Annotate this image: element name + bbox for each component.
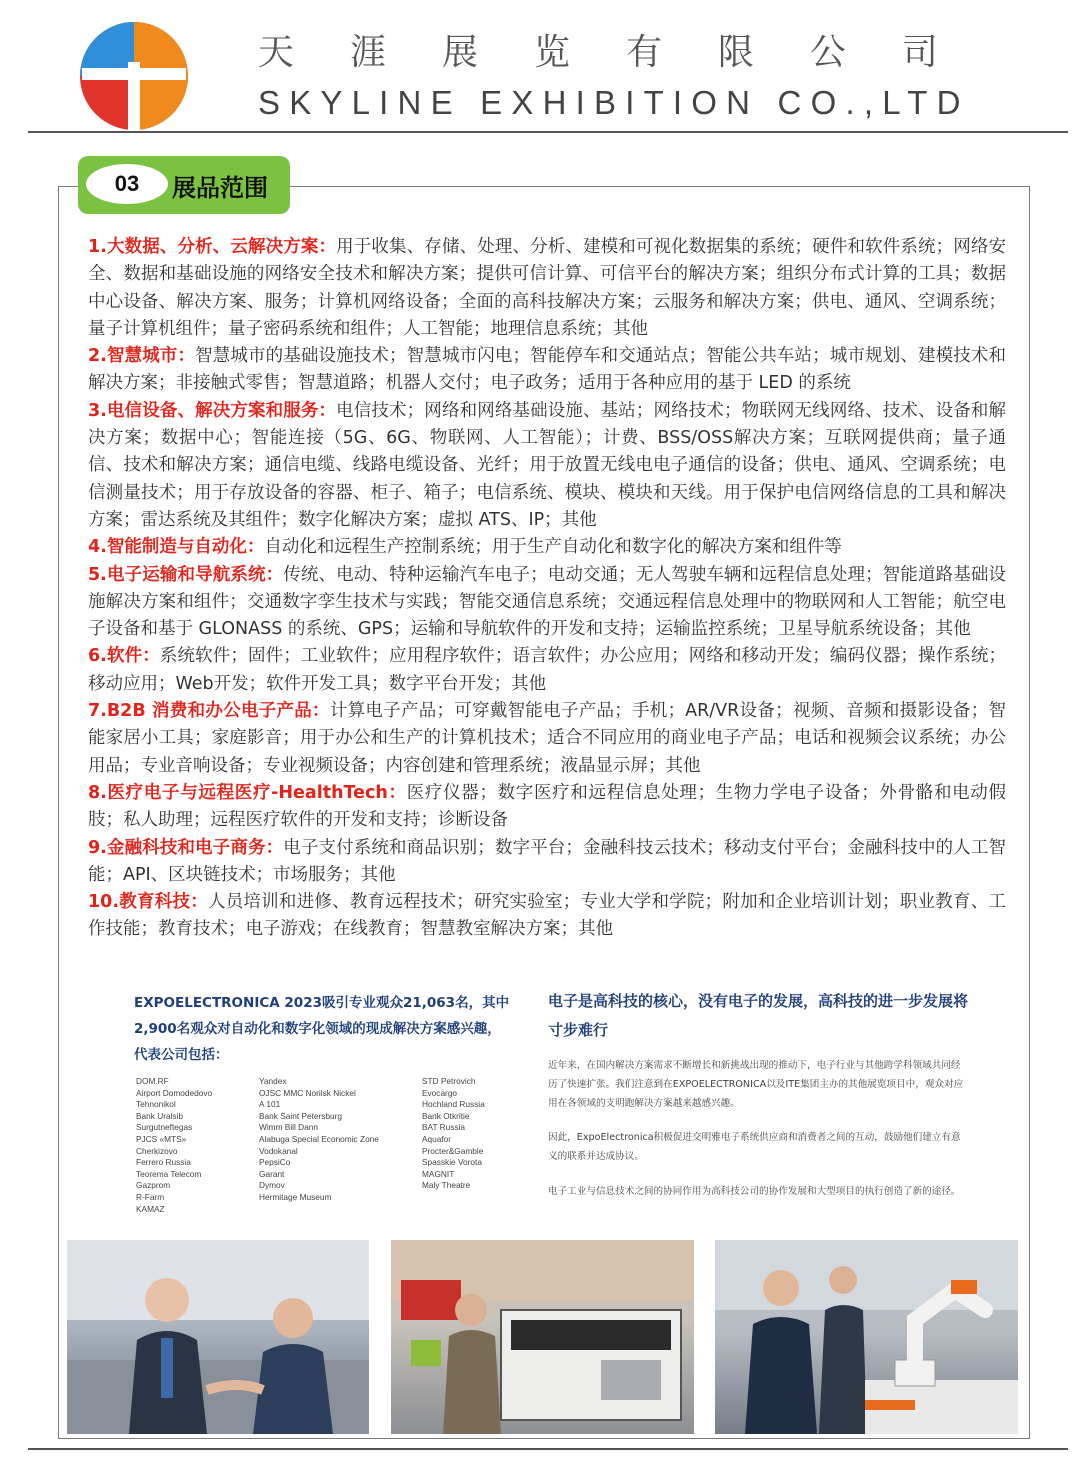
handshake-illustration <box>67 1240 369 1434</box>
company-name-en: SKYLINE EXHIBITION CO.,LTD <box>258 84 970 121</box>
company-name: R-Farm <box>136 1191 165 1202</box>
item-text: 人员培训和进修、教育远程技术；研究实验室；专业大学和学院；附加和企业培训计划；职业教育、工作技能；教育技术；电子游戏；在线教育；智慧教室解决方案；其他 <box>88 892 1006 940</box>
item-title: 4.智能制造与自动化： <box>88 537 265 558</box>
list-item <box>88 889 1006 944</box>
company-cn-char: 司 <box>901 32 938 73</box>
company-name: STD Petrovich <box>422 1076 476 1086</box>
company-name: Procter&Gamble <box>422 1145 484 1156</box>
list-item <box>88 643 1006 698</box>
company-name: A 101 <box>259 1099 281 1110</box>
company-name: Ferrero Russia <box>136 1157 191 1168</box>
photo-machine <box>391 1240 694 1434</box>
company-name-cn <box>258 24 938 75</box>
item-title: 5.电子运输和导航系统： <box>88 564 284 585</box>
electronics-paragraph: 电子工业与信息技术之间的协同作用为高科技公司的协作发展和大型项目的执行创造了新的途径。 <box>548 1186 961 1197</box>
company-name: MAGNIT <box>422 1168 455 1179</box>
company-name: Hermitage Museum <box>259 1191 332 1202</box>
robot-illustration <box>715 1240 1018 1434</box>
item-text: 医疗仪器；数字医疗和远程信息处理；生物力学电子设备；外骨骼和电动假肢；私人助理；远程医疗软件的开发和支持；诊断设备 <box>88 782 1006 831</box>
item-title: 2.智慧城市： <box>88 346 196 367</box>
list-item <box>88 534 1006 561</box>
item-title: 10.教育科技： <box>88 892 208 913</box>
item-title: 6.软件： <box>88 646 160 667</box>
item-title: 7.B2B 消费和办公电子产品： <box>88 701 330 722</box>
company-name: Teorema Telecom <box>136 1168 202 1179</box>
company-name: Vodokanal <box>259 1145 298 1156</box>
item-text: 传统、电动、特种运输汽车电子；电动交通；无人驾驶车辆和远程信息处理；智能道路基础设施解决方案和组件；交通数字孪生技术与实践；智能交通信息系统；交通远程信息处理中的物联网和人工智能；航空电子设备和基于 GLONASS 的系统、GPS；运输和导航软件的开发和支持；运输监控系统；卫星导航系统设备；其他 <box>88 564 1006 640</box>
company-name: PJCS «MTS» <box>136 1133 187 1144</box>
company-name: Gazprom <box>136 1180 171 1191</box>
photo-handshake <box>67 1240 369 1434</box>
company-name: Bank Saint Petersburg <box>259 1110 343 1121</box>
item-title: 8.医疗电子与远程医疗-HealthTech： <box>88 782 407 803</box>
machine-illustration <box>391 1240 694 1434</box>
company-cn-char: 展 <box>441 32 478 73</box>
item-text: 用于收集、存储、处理、分析、建模和可视化数据集的系统；硬件和软件系统；网络安全、数据和基础设施的网络安全技术和解决方案；提供可信计算、可信平台的解决方案；组织分布式计算的工具；数据中心设备、解决方案、服务；计算机网络设备；全面的高科技解决方案；云服务和解决方案；供电、通风、空调系统；量子计算机组件；量子密码系统和组件；人工智能；地理信息系统；其他 <box>88 237 1006 339</box>
company-name: Yandex <box>259 1076 287 1086</box>
list-item <box>88 234 1006 343</box>
company-name: PepsiCo <box>259 1157 291 1168</box>
company-name: Alabuga Special Economic Zone <box>259 1133 379 1144</box>
list-item <box>88 562 1006 644</box>
footer-divider <box>28 1448 1068 1450</box>
company-name: Airport Domodedovo <box>136 1087 213 1098</box>
company-cn-char: 涯 <box>349 32 386 73</box>
company-name: OJSC MMC Norilsk Nickel <box>259 1087 356 1098</box>
company-cn-char: 限 <box>717 32 754 73</box>
company-list-col3 <box>422 1076 485 1192</box>
company-name: Bank Otkritie <box>422 1110 470 1121</box>
company-cn-char: 天 <box>258 32 295 73</box>
item-text: 智慧城市的基础设施技术；智慧城市闪电；智能停车和交通站点；智能公共车站；城市规划、建模技术和解决方案；非接触式零售；智慧道路；机器人交付；电子政务；适用于各种应用的基于 LED 的系统 <box>88 346 1006 394</box>
company-name: Wimm Bill Dann <box>259 1122 319 1133</box>
electronics-heading: 电子是高科技的核心，没有电子的发展，高科技的进一步发展将寸步难行 <box>548 992 969 1039</box>
header-divider <box>28 131 1068 133</box>
list-item <box>88 780 1006 835</box>
item-text: 电信技术；网络和网络基础设施、基站；网络技术；物联网无线网络、技术、设备和解决方案；数据中心；智能连接（5G、6G、物联网、人工智能）；计费、BSS/OSS解决方案；互联网提供商；量子通信、技术和解决方案；通信电缆、线路电缆设备、光纤；用于放置无线电电子通信的设备；供电、通风、空调系统；电信测量技术；用于存放设备的容器、柜子、箱子；电信系统、模块、模块和天线。用于保护电信网络信息的工具和解决方案；雷达系统及其组件；数字化解决方案；虚拟 ATS、IP；其他 <box>88 400 1006 530</box>
company-name: Spasskie Vorota <box>422 1157 482 1168</box>
exhibit-list <box>88 234 1006 944</box>
item-title: 3.电信设备、解决方案和服务： <box>88 400 337 421</box>
company-cn-char: 有 <box>625 32 662 73</box>
electronics-paragraph: 近年来，在国内解决方案需求不断增长和新挑战出现的推动下，电子行业与其他跨学科领域共同经历了快速扩张。我们注意到在EXPOELECTRONICA以及ITE集团主办的其他展览项目中，观众对应用在各领域的支明跑解决方案越来越感兴趣。 <box>548 1060 964 1109</box>
company-name: Maly Theatre <box>422 1180 471 1191</box>
company-name: Bank Uralsib <box>136 1110 184 1121</box>
company-name: Surgutneftegas <box>136 1122 193 1133</box>
company-name: Dymov <box>259 1180 285 1191</box>
list-item <box>88 343 1006 398</box>
company-list-col1 <box>136 1076 212 1215</box>
item-title: 1.大数据、分析、云解决方案： <box>88 237 337 257</box>
item-text: 系统软件；固件；工业软件；应用程序软件；语言软件；办公应用；网络和移动开发；编码仪器；操作系统；移动应用；Web开发；软件开发工具；数字平台开发；其他 <box>88 646 1007 694</box>
company-list-col2 <box>259 1076 379 1204</box>
photo-robot-arm <box>715 1240 1018 1434</box>
company-name: BAT Russia <box>422 1122 466 1133</box>
company-name: Aquafor <box>422 1133 452 1144</box>
company-cn-char: 公 <box>809 32 846 73</box>
company-name: KAMAZ <box>136 1203 165 1214</box>
electronics-paragraph: 因此，ExpoElectronica积极促进交明雅电子系统供应商和消费者之间的互动，鼓励他们建立有意义的联系并达成协议。 <box>548 1132 961 1162</box>
company-cn-char: 览 <box>533 32 570 73</box>
item-text: 计算电子产品；可穿戴智能电子产品；手机；AR/VR设备；视频、音频和摄影设备；智能家居小工具；家庭影音；用于办公和生产的计算机技术；适合不同应用的商业电子产品；电话和视频会议系统；办公用品；专业音响设备；专业视频设备；内容创建和管理系统；液晶显示屏；其他 <box>88 701 1006 776</box>
company-name: Garant <box>259 1168 285 1179</box>
company-name: Cherkizovo <box>136 1145 178 1156</box>
company-name: DOM.RF <box>136 1076 169 1086</box>
section-number: 03 <box>86 164 168 204</box>
visitor-stats: EXPOELECTRONICA 2023吸引专业观众21,063名，其中2,900名观众对自动化和数字化领域的现成解决方案感兴趣，代表公司包括： <box>134 995 510 1063</box>
list-item <box>88 398 1006 534</box>
list-item <box>88 698 1006 780</box>
item-title: 9.金融科技和电子商务： <box>88 837 284 858</box>
section-title: 展品范围 <box>172 174 268 202</box>
company-logo <box>80 22 188 130</box>
item-text: 自动化和远程生产控制系统；用于生产自动化和数字化的解决方案和组件等 <box>264 537 842 558</box>
list-item <box>88 835 1006 890</box>
item-text: 电子支付系统和商品识别；数字平台；金融科技云技术；移动支付平台；金融科技中的人工智能；API、区块链技术；市场服务；其他 <box>88 837 1006 885</box>
company-name: Tehnonikol <box>136 1099 176 1110</box>
company-name: Evocargo <box>422 1087 458 1098</box>
company-name: Hochland Russia <box>422 1099 485 1110</box>
